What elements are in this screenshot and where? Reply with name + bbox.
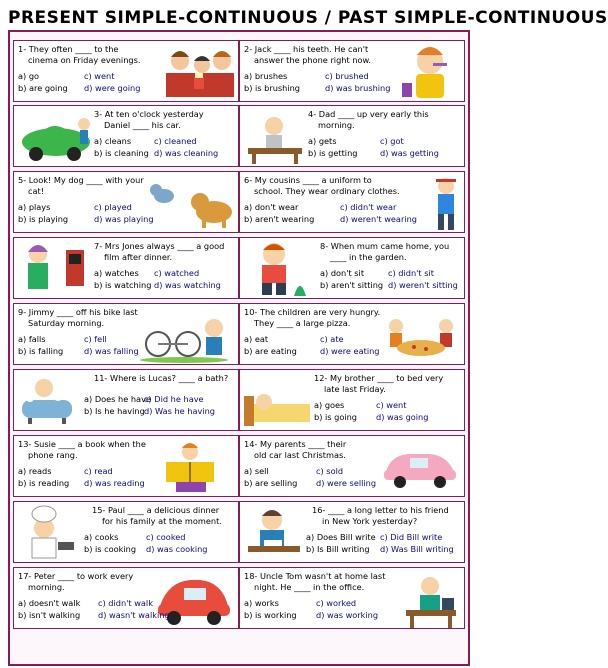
answer-option[interactable]: c) sold (316, 466, 344, 476)
answer-option[interactable]: b) isn't walking (18, 610, 81, 620)
answer-option[interactable]: a) sell (244, 466, 269, 476)
question-text: morning. (318, 120, 355, 130)
question-card (13, 105, 239, 167)
answer-option[interactable]: d) Was he having (144, 406, 215, 416)
answer-option[interactable]: b) is cooking (84, 544, 137, 554)
question-text: 9- Jimmy ____ off his bike last (18, 307, 138, 317)
answer-option[interactable]: d) was reading (84, 478, 145, 488)
answer-option[interactable]: c) ate (320, 334, 344, 344)
answer-option[interactable]: c) didn't walk (98, 598, 153, 608)
answer-option[interactable]: b) aren't wearing (244, 214, 315, 224)
answer-option[interactable]: a) watches (94, 268, 139, 278)
answer-option[interactable]: b) is working (244, 610, 297, 620)
answer-option[interactable]: d) Was Bill writing (380, 544, 454, 554)
illustration-dogcat (144, 178, 236, 236)
answer-option[interactable]: b) is reading (18, 478, 70, 488)
answer-option[interactable]: c) cleaned (154, 136, 197, 146)
answer-option[interactable]: c) read (84, 466, 113, 476)
question-text: 11- Where is Lucas? ____ a bath? (94, 373, 229, 383)
question-text: 5- Look! My dog ____ with your (18, 175, 144, 185)
answer-option[interactable]: b) is getting (308, 148, 358, 158)
illustration-lady (18, 240, 92, 300)
question-card (239, 171, 465, 233)
question-text: in New York yesterday? (322, 516, 418, 526)
question-text: Saturday morning. (28, 318, 105, 328)
answer-option[interactable]: a) plays (18, 202, 51, 212)
question-card (13, 303, 239, 365)
question-text: 12- My brother ____ to bed very (314, 373, 444, 383)
question-card (239, 567, 465, 629)
question-card (239, 40, 465, 102)
answer-option[interactable]: b) is playing (18, 214, 69, 224)
question-text: late last Friday. (324, 384, 386, 394)
answer-option[interactable]: d) was cleaning (154, 148, 219, 158)
answer-option[interactable]: c) brushed (325, 71, 369, 81)
question-text: 17- Peter ____ to work every (18, 571, 134, 581)
answer-option[interactable]: c) played (94, 202, 132, 212)
answer-option[interactable]: a) eat (244, 334, 269, 344)
answer-option[interactable]: b) is brushing (244, 83, 301, 93)
answer-option[interactable]: d) were going (84, 83, 141, 93)
illustration-bath (18, 372, 78, 432)
question-text: 18- Uncle Tom wasn't at home last (244, 571, 386, 581)
answer-option[interactable]: b) is watching (94, 280, 152, 290)
answer-option[interactable]: c) went (376, 400, 407, 410)
answer-option[interactable]: b) is falling (18, 346, 64, 356)
question-card (239, 237, 465, 299)
question-card (239, 105, 465, 167)
answer-option[interactable]: d) weren't sitting (388, 280, 458, 290)
illustration-pizza (382, 312, 460, 364)
question-text: 7- Mrs Jones always ____ a good (94, 241, 225, 251)
question-text: morning. (28, 582, 65, 592)
question-text: 6- My cousins ____ a uniform to (244, 175, 372, 185)
illustration-bed (242, 374, 312, 434)
question-text: They ____ a large pizza. (254, 318, 351, 328)
answer-option[interactable]: d) was watching (154, 280, 221, 290)
answer-option[interactable]: a) go (18, 71, 40, 81)
answer-option[interactable]: d) were selling (316, 478, 377, 488)
answer-option[interactable]: a) cooks (84, 532, 119, 542)
question-card (13, 369, 239, 431)
answer-option[interactable]: a) falls (18, 334, 46, 344)
question-card (239, 303, 465, 365)
answer-option[interactable]: a) goes (314, 400, 345, 410)
answer-option[interactable]: d) was falling (84, 346, 139, 356)
illustration-boy (400, 43, 460, 105)
answer-option[interactable]: d) was working (316, 610, 379, 620)
answer-option[interactable]: d) was cooking (146, 544, 208, 554)
answer-option[interactable]: c) got (380, 136, 404, 146)
answer-option[interactable]: a) don't wear (244, 202, 299, 212)
question-text: cat! (28, 186, 45, 196)
answer-option[interactable]: d) were eating (320, 346, 380, 356)
answer-option[interactable]: a) don't sit (320, 268, 365, 278)
answer-option[interactable]: b) are selling (244, 478, 298, 488)
question-text: film after dinner. (104, 252, 173, 262)
question-text: ____ in the garden. (330, 252, 407, 262)
exercise-frame (8, 30, 470, 666)
answer-option[interactable]: d) was getting (380, 148, 439, 158)
question-text: 16- ____ a long letter to his friend (312, 505, 449, 515)
question-text: 15- Paul ____ a delicious dinner (92, 505, 220, 515)
illustration-reader (144, 440, 234, 498)
answer-option[interactable]: c) didn't sit (388, 268, 434, 278)
question-text: 8- When mum came home, you (320, 241, 450, 251)
answer-option[interactable]: b) is cleaning (94, 148, 149, 158)
answer-option[interactable]: b) are eating (244, 346, 297, 356)
question-card (13, 435, 239, 497)
illustration-chef (18, 504, 78, 566)
answer-option[interactable]: a) brushes (244, 71, 288, 81)
answer-option[interactable]: a) cleans (94, 136, 132, 146)
question-text: answer the phone right now. (254, 55, 372, 65)
illustration-desk (404, 572, 460, 634)
answer-option[interactable]: c) watched (154, 268, 200, 278)
question-card (239, 435, 465, 497)
answer-option[interactable]: a) gets (308, 136, 337, 146)
answer-option[interactable]: d) was going (376, 412, 429, 422)
answer-option[interactable]: b) Is Bill writing (306, 544, 370, 554)
answer-option[interactable]: c) cooked (146, 532, 186, 542)
question-text: 1- They often ____ to the (18, 44, 119, 54)
answer-option[interactable]: d) weren't wearing (340, 214, 417, 224)
answer-option[interactable]: d) was brushing (325, 83, 391, 93)
question-text: cinema on Friday evenings. (28, 55, 141, 65)
question-text: 14- My parents ____ their (244, 439, 347, 449)
question-card (13, 171, 239, 233)
illustration-family (164, 43, 236, 103)
illustration-redcar (154, 572, 234, 632)
question-text: for his family at the moment. (102, 516, 222, 526)
illustration-man (244, 112, 306, 170)
answer-option[interactable]: c) didn't wear (340, 202, 397, 212)
answer-option[interactable]: b) Is he having (84, 406, 145, 416)
illustration-bike (136, 310, 232, 368)
illustration-oldcar (380, 444, 460, 492)
answer-option[interactable]: a) works (244, 598, 279, 608)
question-text: school. They wear ordinary clothes. (254, 186, 400, 196)
question-text: 2- Jack ____ his teeth. He can't (244, 44, 369, 54)
answer-option[interactable]: c) went (84, 71, 115, 81)
question-text: phone rang. (28, 450, 78, 460)
question-card (239, 369, 465, 431)
question-card (13, 567, 239, 629)
answer-option[interactable]: c) Did he have (144, 394, 204, 404)
answer-option[interactable]: c) fell (84, 334, 107, 344)
question-text: old car last Christmas. (254, 450, 346, 460)
answer-option[interactable]: b) are going (18, 83, 68, 93)
answer-option[interactable]: c) Did Bill write (380, 532, 443, 542)
question-card (13, 237, 239, 299)
answer-option[interactable]: a) Does Bill write (306, 532, 376, 542)
illustration-writer (244, 504, 304, 566)
question-card (239, 501, 465, 563)
question-text: Daniel ____ his car. (104, 120, 181, 130)
question-card (13, 40, 239, 102)
question-text: 13- Susie ____ a book when the (18, 439, 146, 449)
question-text: 10- The children are very hungry. (244, 307, 381, 317)
answer-option[interactable]: d) wasn't walking (98, 610, 170, 620)
answer-option[interactable]: a) Does he have (84, 394, 151, 404)
question-text: 4- Dad ____ up very early this (308, 109, 429, 119)
answer-option[interactable]: a) doesn't walk (18, 598, 81, 608)
page-title: PRESENT SIMPLE-CONTINUOUS / PAST SIMPLE-CONTINUOUS (8, 8, 608, 28)
question-text: night. He ____ in the office. (254, 582, 365, 592)
answer-option[interactable]: b) aren't sitting (320, 280, 384, 290)
answer-option[interactable]: c) worked (316, 598, 357, 608)
question-text: 3- At ten o'clock yesterday (94, 109, 204, 119)
question-card (13, 501, 239, 563)
illustration-kid (428, 174, 464, 236)
answer-option[interactable]: b) is going (314, 412, 358, 422)
illustration-car (18, 110, 92, 168)
answer-option[interactable]: d) was playing (94, 214, 154, 224)
illustration-sad (244, 240, 314, 302)
answer-option[interactable]: a) reads (18, 466, 52, 476)
